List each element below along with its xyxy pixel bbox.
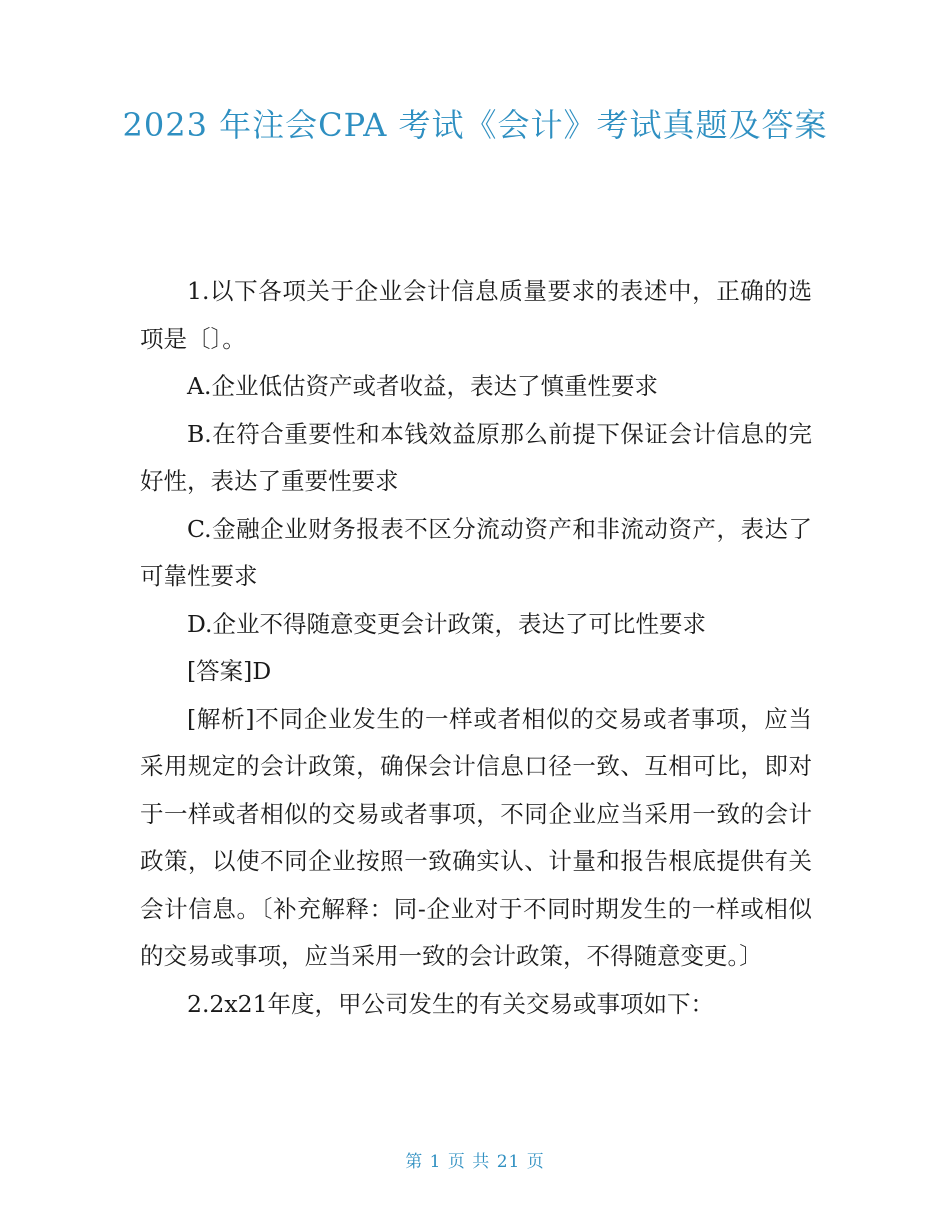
document-title: 2023 年注会CPA 考试《会计》考试真题及答案 <box>122 106 828 144</box>
document-body <box>140 268 812 1028</box>
page-footer: 第 1 页 共 21 页 <box>405 1152 545 1172</box>
question-2-stem: 2.2x21年度，甲公司发生的有关交易或事项如下： <box>187 989 715 1018</box>
question-1-stem: 1.以下各项关于企业会计信息质量要求的表述中，正确的选项是〔〕。 <box>140 277 812 353</box>
explanation: [解析]不同企业发生的一样或者相似的交易或者事项，应当采用规定的会计政策，确保会计信息口径一致、互相可比，即对于一样或者相似的交易或者事项，不同企业应当采用一致的会计政策，以使不同企业按照一致确实认、计量和报告根底提供有关会计信息。〔补充解释：同-企业对于不同时期发生的一样或相似的交易或事项，应当采用一致的会计政策，不得随意变更。〕 <box>140 704 812 970</box>
option-d: D.企业不得随意变更会计政策，表达了可比性要求 <box>187 609 706 638</box>
answer: [答案]D <box>187 657 272 685</box>
option-c: C.金融企业财务报表不区分流动资产和非流动资产，表达了可靠性要求 <box>140 514 812 590</box>
option-b: B.在符合重要性和本钱效益原那么前提下保证会计信息的完好性，表达了重要性要求 <box>140 419 812 495</box>
option-a: A.企业低估资产或者收益，表达了慎重性要求 <box>187 372 658 400</box>
